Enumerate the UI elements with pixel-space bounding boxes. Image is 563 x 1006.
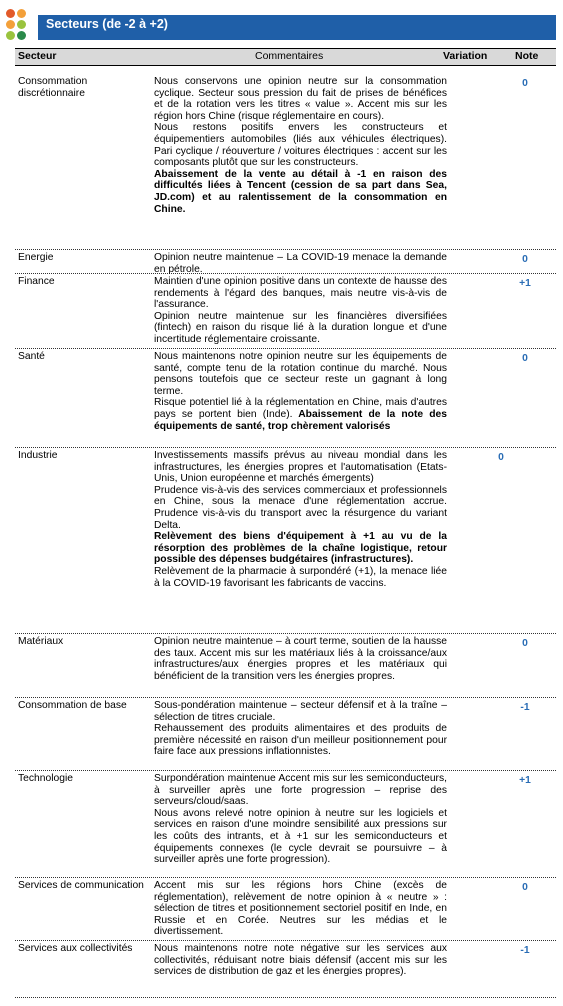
comment-paragraph: Rehaussement des produits alimentaires et des produits de première nécessité en raison d'un meilleur positionnement pour faire face aux pressions inflationnistes.	[154, 723, 447, 758]
sector-comment	[154, 276, 447, 346]
sector-name: Consommation de base	[18, 700, 127, 711]
header-secteur: Secteur	[18, 50, 57, 62]
comment-paragraph: Nous maintenons notre note négative sur les services aux collectivités, réduisant notre biais défensif (accent mis sur les services de distribution de gaz et les énergies propres).	[154, 943, 447, 978]
comment-paragraph: Relèvement de la pharmacie à surpondéré (+1), la menace liée à la COVID-19 favorisant les fabricants de vaccins.	[154, 565, 447, 589]
note-value: -1	[520, 945, 530, 956]
comment-paragraph: Surpondération maintenue Accent mis sur les semiconducteurs, à surveiller après une forte progression – reprise des serveurs/cloud/saas.	[154, 773, 447, 808]
header-variation: Variation	[443, 50, 488, 62]
comment-paragraph: Opinion neutre maintenue – La COVID-19 menace la demande en pétrole.	[154, 252, 447, 275]
note-value: 0	[522, 78, 528, 89]
comment-paragraph: Accent mis sur les régions hors Chine (excès de réglementation), relèvement de notre opinion à « neutre » : sélection de titres et positionnement sectoriel positif en Inde, en Russie et en Corée. Neutres sur les médias et le divertissement.	[154, 880, 447, 938]
sector-name: Energie	[18, 252, 54, 263]
table-row	[15, 447, 556, 634]
header-commentaires: Commentaires	[255, 50, 324, 62]
sector-name: Consommation discrétionnaire	[18, 76, 88, 99]
note-value: +1	[519, 278, 531, 289]
sector-comment	[154, 450, 447, 589]
sector-name: Matériaux	[18, 636, 64, 647]
table-row	[15, 348, 556, 448]
comment-paragraph: Risque potentiel lié à la réglementation en Chine, mais d'autres pays se portent bien (Inde). Abaissement de la note des équipements de santé, trop chèrement valorisés	[154, 397, 447, 432]
sector-comment	[154, 76, 447, 215]
comment-highlight: Abaissement de la note des équipements de santé, trop chèrement valorisés	[154, 408, 447, 432]
comment-paragraph: Sous-pondération maintenue – secteur défensif et à la traîne – sélection de titres cruciale.	[154, 700, 447, 723]
table-row	[15, 697, 556, 771]
comment-paragraph: Maintien d'une opinion positive dans un contexte de hausse des rendements à l'égard des banques, mais neutre vis-à-vis de l'assurance.	[154, 276, 447, 311]
header-note: Note	[515, 50, 539, 62]
logo	[4, 6, 36, 42]
table-row	[15, 940, 556, 998]
table-row	[15, 273, 556, 349]
table-row	[15, 770, 556, 878]
table-header	[15, 48, 556, 66]
note-value: -1	[520, 702, 530, 713]
comment-paragraph: Abaissement de la vente au détail à -1 en raison des difficultés liées à Tencent (cession de sa part dans Sea, JD.com) et au ralentissement de la consommation en Chine.	[154, 168, 447, 215]
comment-paragraph: Opinion neutre maintenue sur les financières diversifiées (fintech) en raison du risque lié à la duration longue et d'une incertitude réglementaire croissante.	[154, 310, 447, 345]
comment-paragraph: Opinion neutre maintenue – à court terme, soutien de la hausse des taux. Accent mis sur les matériaux liés à la croissance/aux infrastructures/aux énergies propres et les matériaux qui bénéficient de la transition vers les énergies propres.	[154, 636, 447, 682]
comment-paragraph: Nous maintenons notre opinion neutre sur les équipements de santé, compte tenu de la rotation continue du marché. Nous pensons toutefois que ce secteur reste un gagnant à long terme.	[154, 351, 447, 397]
sector-comment	[154, 252, 447, 275]
note-value: 0	[522, 254, 528, 265]
sector-comment	[154, 943, 447, 978]
note-value: 0	[522, 882, 528, 893]
sector-name: Finance	[18, 276, 55, 287]
table-row	[15, 633, 556, 698]
sector-name: Santé	[18, 351, 45, 362]
sector-comment	[154, 880, 447, 938]
sector-name: Industrie	[18, 450, 58, 461]
note-value: 0	[498, 452, 504, 463]
note-value: 0	[522, 638, 528, 649]
sector-name: Technologie	[18, 773, 73, 784]
sector-name: Services aux collectivités	[18, 943, 133, 954]
table-row	[15, 877, 556, 941]
sector-comment	[154, 773, 447, 866]
comment-paragraph: Nous restons positifs envers les constructeurs et équipementiers automobiles (liés aux véhicules électriques). Pari cyclique / réouverture / voitures électriques : accent sur les composants plutôt que sur les constructeurs.	[154, 122, 447, 169]
comment-paragraph: Relèvement des biens d'équipement à +1 au vu de la résorption des problèmes de la chaîne logistique, retour possible des dépenses budgétaires (infrastructures).	[154, 531, 447, 566]
table-row	[15, 73, 556, 250]
comment-paragraph: Nous avons relevé notre opinion à neutre sur les logiciels et services en raison d'une moindre sensibilité aux pressions sur les coûts des intrants, et à +1 sur les semiconducteurs et équipements connexes (le cycle devrait se poursuivre – à surveiller après une forte progression).	[154, 807, 447, 866]
note-value: 0	[522, 353, 528, 364]
comment-paragraph: Nous conservons une opinion neutre sur la consommation cyclique. Secteur sous pression du fait de prises de bénéfices et de la rotation vers les titres « value ». Accent mis sur les région hors Chine (risque réglementaire en cours).	[154, 76, 447, 122]
note-value: +1	[519, 775, 531, 786]
comment-paragraph: Prudence vis-à-vis des services commerciaux et professionnels en Chine, sous la menace d'une réglementation accrue. Prudence vis-à-vis du transport avec la résurgence du variant Delta.	[154, 484, 447, 531]
sector-name: Services de communication	[18, 880, 144, 891]
title-bar	[38, 15, 556, 40]
comment-paragraph: Investissements massifs prévus au niveau mondial dans les infrastructures, les énergies propres et l'automatisation (Etats-Unis, Union européenne et marchés émergents)	[154, 450, 447, 485]
sector-comment	[154, 636, 447, 682]
sector-comment	[154, 700, 447, 758]
sector-comment	[154, 351, 447, 432]
table-row	[15, 249, 556, 274]
page-title: Secteurs (de -2 à +2)	[46, 17, 168, 31]
